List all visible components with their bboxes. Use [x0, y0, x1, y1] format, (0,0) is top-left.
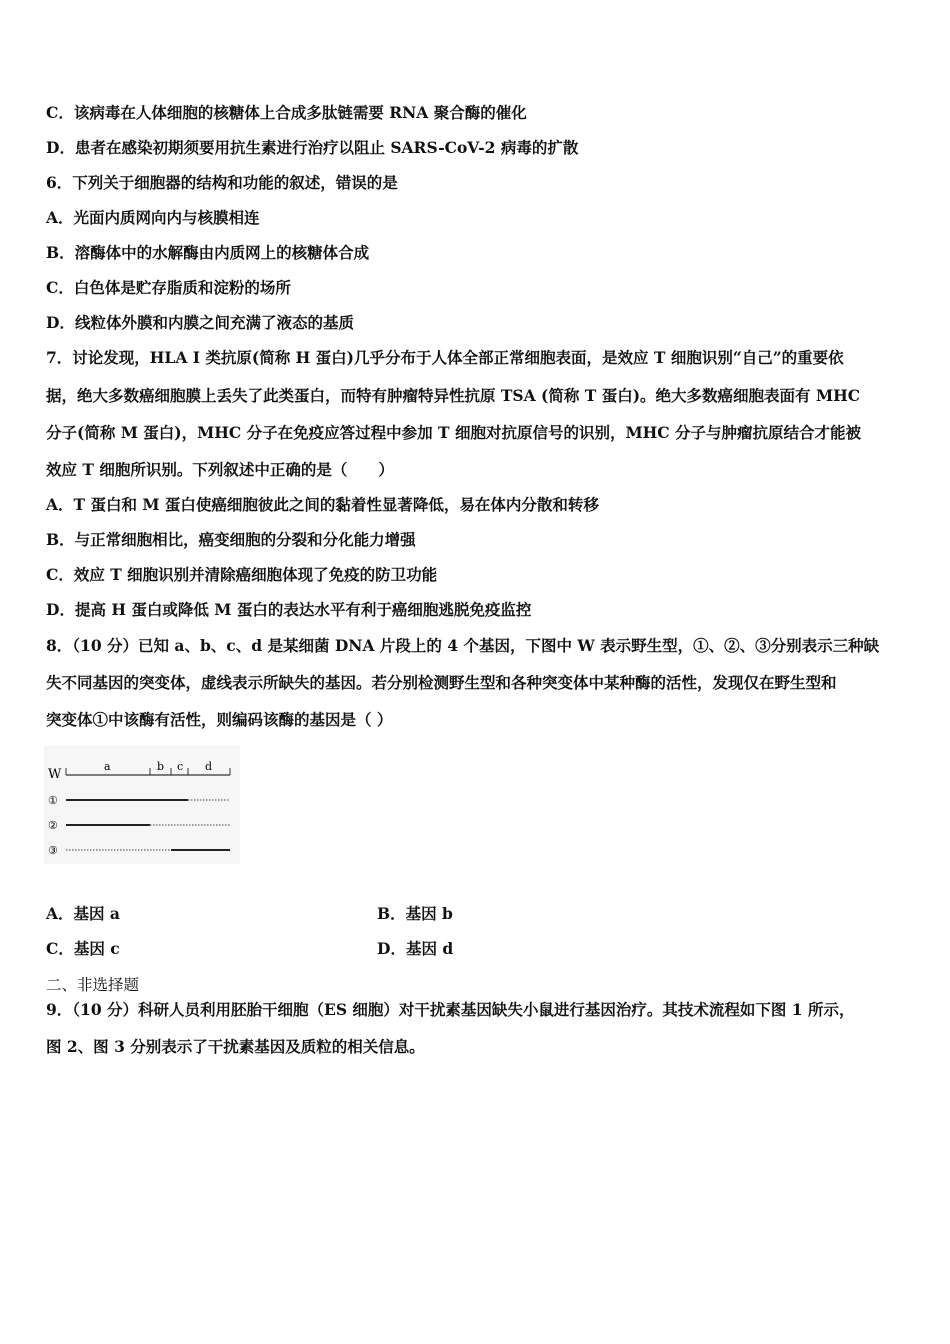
q7-stem-line3: 分子(简称 M 蛋白)，MHC 分子在免疫应答过程中参加 T 细胞对抗原信号的识别，MHC 分子与肿瘤抗原结合才能被 — [46, 423, 862, 442]
section-title: 二、非选择题 — [46, 976, 140, 994]
q7-option-d: D．提高 H 蛋白或降低 M 蛋白的表达水平有利于癌细胞逃脱免疫监控 — [46, 600, 532, 619]
q9-stem-line2: 图 2、图 3 分别表示了干扰素基因及质粒的相关信息。 — [46, 1037, 425, 1056]
q6-option-a: A．光面内质网向内与核膜相连 — [46, 208, 260, 227]
q7-stem-line1: 7．讨论发现，HLA I 类抗原(简称 H 蛋白)几乎分布于人体全部正常细胞表面，是效应 T 细胞识别“自己”的重要依 — [46, 348, 844, 367]
q8-option-b: B．基因 b — [377, 904, 453, 923]
q6-option-d: D．线粒体外膜和内膜之间充满了液态的基质 — [46, 313, 354, 332]
q5-option-d: D．患者在感染初期须要用抗生素进行治疗以阻止 SARS-CoV-2 病毒的扩散 — [46, 138, 579, 157]
q6-option-c: C．白色体是贮存脂质和淀粉的场所 — [46, 278, 291, 297]
q7-stem-line4: 效应 T 细胞所识别。下列叙述中正确的是（ ） — [46, 460, 394, 479]
q9-stem-line1: 9．（10 分）科研人员利用胚胎干细胞（ES 细胞）对干扰素基因缺失小鼠进行基因治疗。其技术流程如下图 1 所示， — [46, 1000, 855, 1019]
row-label-3: ③ — [48, 844, 58, 857]
gene-label-a: a — [104, 760, 111, 773]
q7-option-c: C．效应 T 细胞识别并清除癌细胞体现了免疫的防卫功能 — [46, 565, 438, 584]
q8-option-a: A．基因 a — [46, 904, 120, 923]
q5-option-c: C．该病毒在人体细胞的核糖体上合成多肽链需要 RNA 聚合酶的催化 — [46, 103, 527, 122]
q7-option-a: A．T 蛋白和 M 蛋白使癌细胞彼此之间的黏着性显著降低，易在体内分散和转移 — [46, 495, 599, 514]
gene-deletion-diagram — [44, 746, 240, 864]
q6-stem: 6．下列关于细胞器的结构和功能的叙述，错误的是 — [46, 173, 398, 192]
gene-label-d: d — [205, 760, 213, 773]
row-label-2: ② — [48, 819, 58, 832]
gene-label-b: b — [157, 760, 165, 773]
q8-option-c: C．基因 c — [46, 939, 120, 958]
row-label-1: ① — [48, 794, 58, 807]
gene-label-c: c — [177, 760, 184, 773]
q7-option-b: B．与正常细胞相比，癌变细胞的分裂和分化能力增强 — [46, 530, 416, 549]
q6-option-b: B．溶酶体中的水解酶由内质网上的核糖体合成 — [46, 243, 370, 262]
row-label-w: W — [48, 767, 62, 782]
q8-option-d: D．基因 d — [377, 939, 454, 958]
q8-stem-line3: 突变体①中该酶有活性，则编码该酶的基因是（ ） — [46, 710, 393, 729]
q7-stem-line2: 据，绝大多数癌细胞膜上丢失了此类蛋白，而特有肿瘤特异性抗原 TSA (简称 T 蛋白)。绝大多数癌细胞表面有 MHC — [46, 386, 861, 405]
q8-stem-line1: 8．（10 分）已知 a、b、c、d 是某细菌 DNA 片段上的 4 个基因，下图中 W 表示野生型，①、②、③分别表示三种缺 — [46, 636, 880, 655]
q8-stem-line2: 失不同基因的突变体，虚线表示所缺失的基因。若分别检测野生型和各种突变体中某种酶的活性，发现仅在野生型和 — [46, 673, 837, 692]
